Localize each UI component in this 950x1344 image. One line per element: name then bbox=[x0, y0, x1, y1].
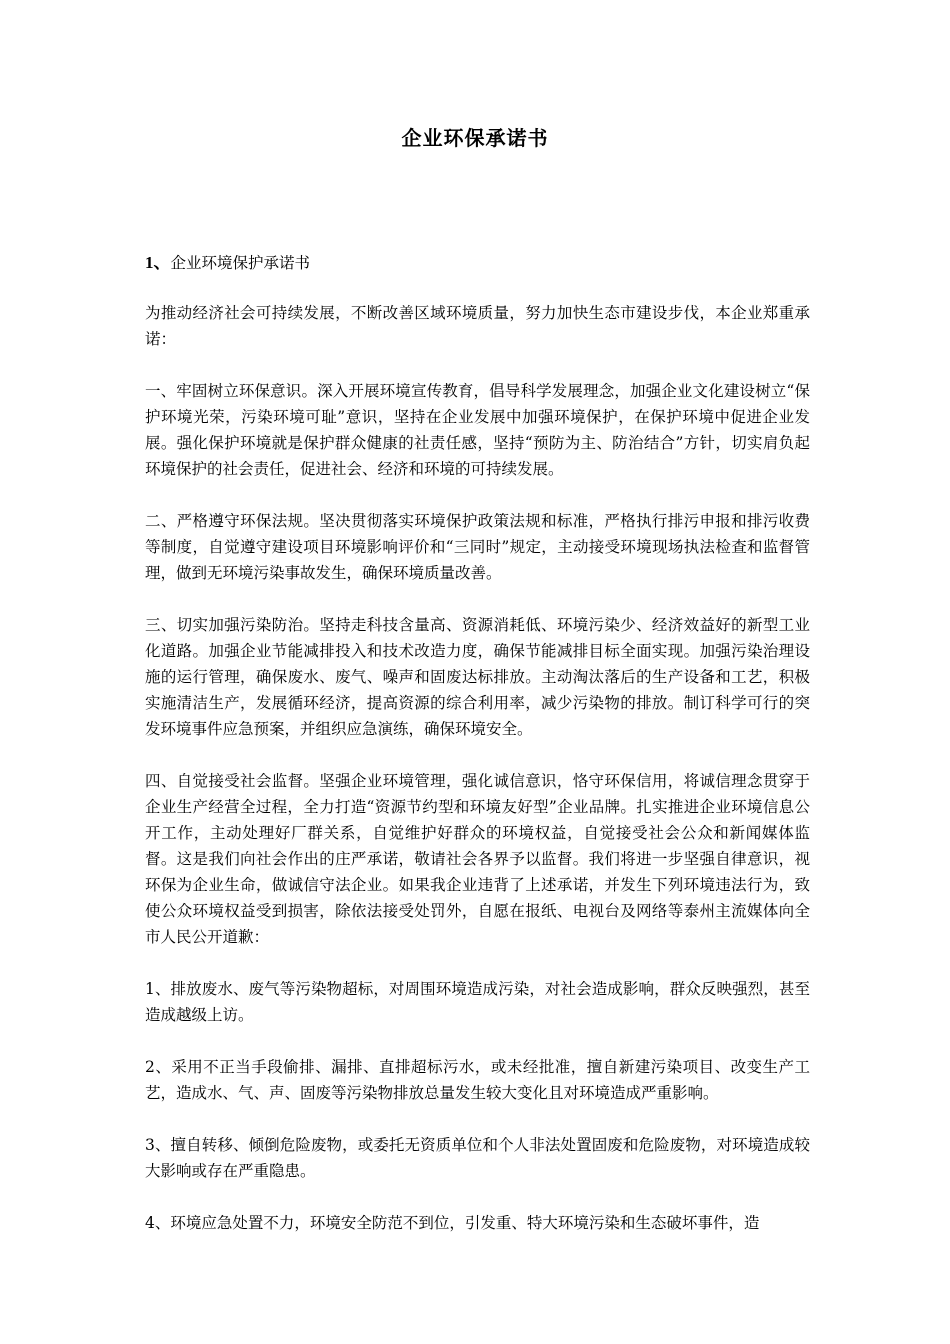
section-heading bbox=[145, 250, 810, 276]
violation-item-1: 1、排放废水、废气等污染物超标，对周围环境造成污染，对社会造成影响，群众反映强烈，甚至造成越级上访。 bbox=[145, 980, 810, 1024]
document-body bbox=[145, 250, 810, 1262]
section-title: 企业环境保护承诺书 bbox=[170, 254, 311, 272]
commitment-paragraph-2: 二、严格遵守环保法规。坚决贯彻落实环境保护政策法规和标准，严格执行排污申报和排污收费等制度，自觉遵守建设项目环境影响评价和“三同时”规定，主动接受环境现场执法检查和监督管理，做到无环境污染事故发生，确保环境质量改善。 bbox=[145, 512, 810, 582]
commitment-paragraph-1: 一、牢固树立环保意识。深入开展环境宣传教育，倡导科学发展理念，加强企业文化建设树立“保护环境光荣，污染环境可耻”意识，坚持在企业发展中加强环境保护，在保护环境中促进企业发展。强化保护环境就是保护群众健康的社责任感，坚持“预防为主、防治结合”方针，切实肩负起环境保护的社会责任，促进社会、经济和环境的可持续发展。 bbox=[145, 382, 810, 478]
commitment-paragraph-3: 三、切实加强污染防治。坚持走科技含量高、资源消耗低、环境污染少、经济效益好的新型工业化道路。加强企业节能减排投入和技术改造力度，确保节能减排目标全面实现。加强污染治理设施的运行管理，确保废水、废气、噪声和固废达标排放。主动淘汰落后的生产设备和工艺，积极实施清洁生产，发展循环经济，提高资源的综合利用率，减少污染物的排放。制订科学可行的突发环境事件应急预案，并组织应急演练，确保环境安全。 bbox=[145, 616, 810, 738]
document-title: 企业环保承诺书 bbox=[401, 126, 549, 150]
intro-paragraph: 为推动经济社会可持续发展，不断改善区域环境质量，努力加快生态市建设步伐，本企业郑重承诺： bbox=[145, 304, 810, 348]
violation-item-3: 3、擅自转移、倾倒危险废物，或委托无资质单位和个人非法处置固废和危险废物，对环境造成较大影响或存在严重隐患。 bbox=[145, 1136, 810, 1180]
violation-item-4: 4、环境应急处置不力，环境安全防范不到位，引发重、特大环境污染和生态破坏事件，造 bbox=[145, 1214, 760, 1232]
violation-item-2: 2、采用不正当手段偷排、漏排、直排超标污水，或未经批准，擅自新建污染项目、改变生产工艺，造成水、气、声、固废等污染物排放总量发生较大变化且对环境造成严重影响。 bbox=[145, 1058, 810, 1102]
section-number: 1、 bbox=[145, 253, 171, 272]
commitment-paragraph-4: 四、自觉接受社会监督。坚强企业环境管理，强化诚信意识，恪守环保信用，将诚信理念贯穿于企业生产经营全过程，全力打造“资源节约型和环境友好型”企业品牌。扎实推进企业环境信息公开工作，主动处理好厂群关系，自觉维护好群众的环境权益，自觉接受社会公众和新闻媒体监督。这是我们向社会作出的庄严承诺，敬请社会各界予以监督。我们将进一步坚强自律意识，视环保为企业生命，做诚信守法企业。如果我企业违背了上述承诺，并发生下列环境违法行为，致使公众环境权益受到损害，除依法接受处罚外，自愿在报纸、电视台及网络等泰州主流媒体向全市人民公开道歉： bbox=[145, 772, 810, 946]
